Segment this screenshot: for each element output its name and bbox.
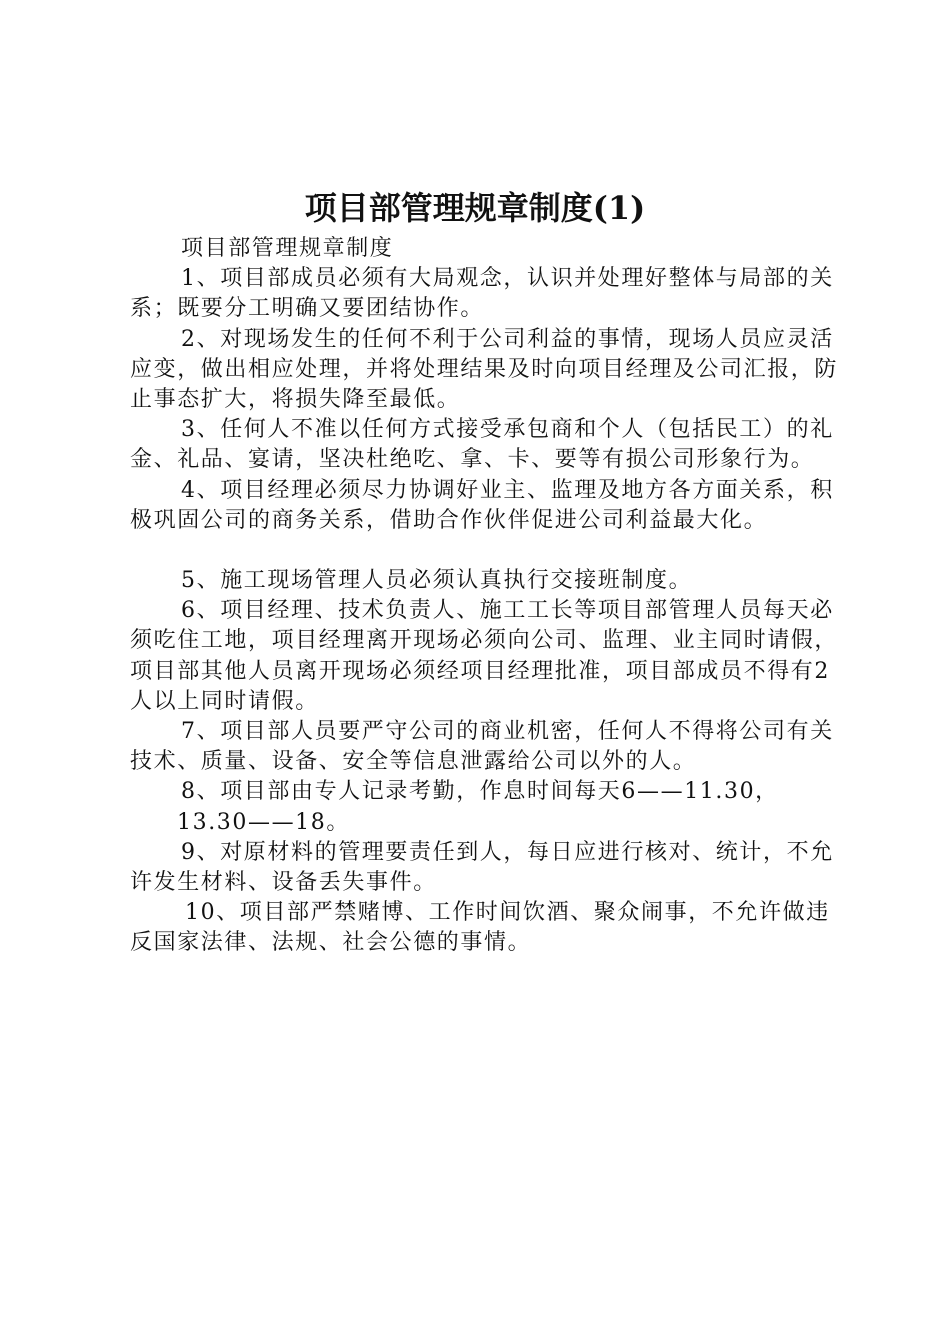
document-title: 项目部管理规章制度(1) [304,189,646,227]
rule-paragraph-2: 2、对现场发生的任何不利于公司利益的事情，现场人员应灵活应变，做出相应处理，并将处理结果及时向项目经理及公司汇报，防止事态扩大，将损失降至最低。 [130,326,839,413]
document-body [130,234,842,959]
rule-paragraph-9: 9、对原材料的管理要责任到人，每日应进行核对、统计，不允许发生材料、设备丢失事件。 [130,839,834,896]
rule-paragraph-3: 3、任何人不准以任何方式接受承包商和个人（包括民工）的礼金、礼品、宴请，坚决杜绝吃、拿、卡、要等有损公司形象行为。 [130,417,834,473]
rule-paragraph-8: 8、项目部由专人记录考勤，作息时间每天6——11.30， [181,779,779,805]
rule-paragraph-8-continued: 13.30——18。 [177,809,350,835]
document-subtitle: 项目部管理规章制度 [181,236,394,261]
rule-paragraph-4: 4、项目经理必须尽力协调好业主、监理及地方各方面关系，积极巩固公司的商务关系，借助合作伙伴促进公司利益最大化。 [130,477,834,533]
rule-paragraph-6: 6、项目经理、技术负责人、施工工长等项目部管理人员每天必须吃住工地，项目经理离开现场必须向公司、监理、业主同时请假，项目部其他人员离开现场必须经项目经理批准，项目部成员不得有2人以上同时请假。 [130,598,839,714]
rule-paragraph-5: 5、施工现场管理人员必须认真执行交接班制度。 [181,568,693,594]
rule-paragraph-7: 7、项目部人员要严守公司的商业机密，任何人不得将公司有关技术、质量、设备、安全等信息泄露给公司以外的人。 [130,719,834,775]
rule-paragraph-1: 1、项目部成员必须有大局观念，认识并处理好整体与局部的关系；既要分工明确又要团结协作。 [130,266,834,322]
rule-paragraph-10: 10、项目部严禁赌博、工作时间饮酒、聚众闹事，不允许做违反国家法律、法规、社会公德的事情。 [130,900,830,956]
